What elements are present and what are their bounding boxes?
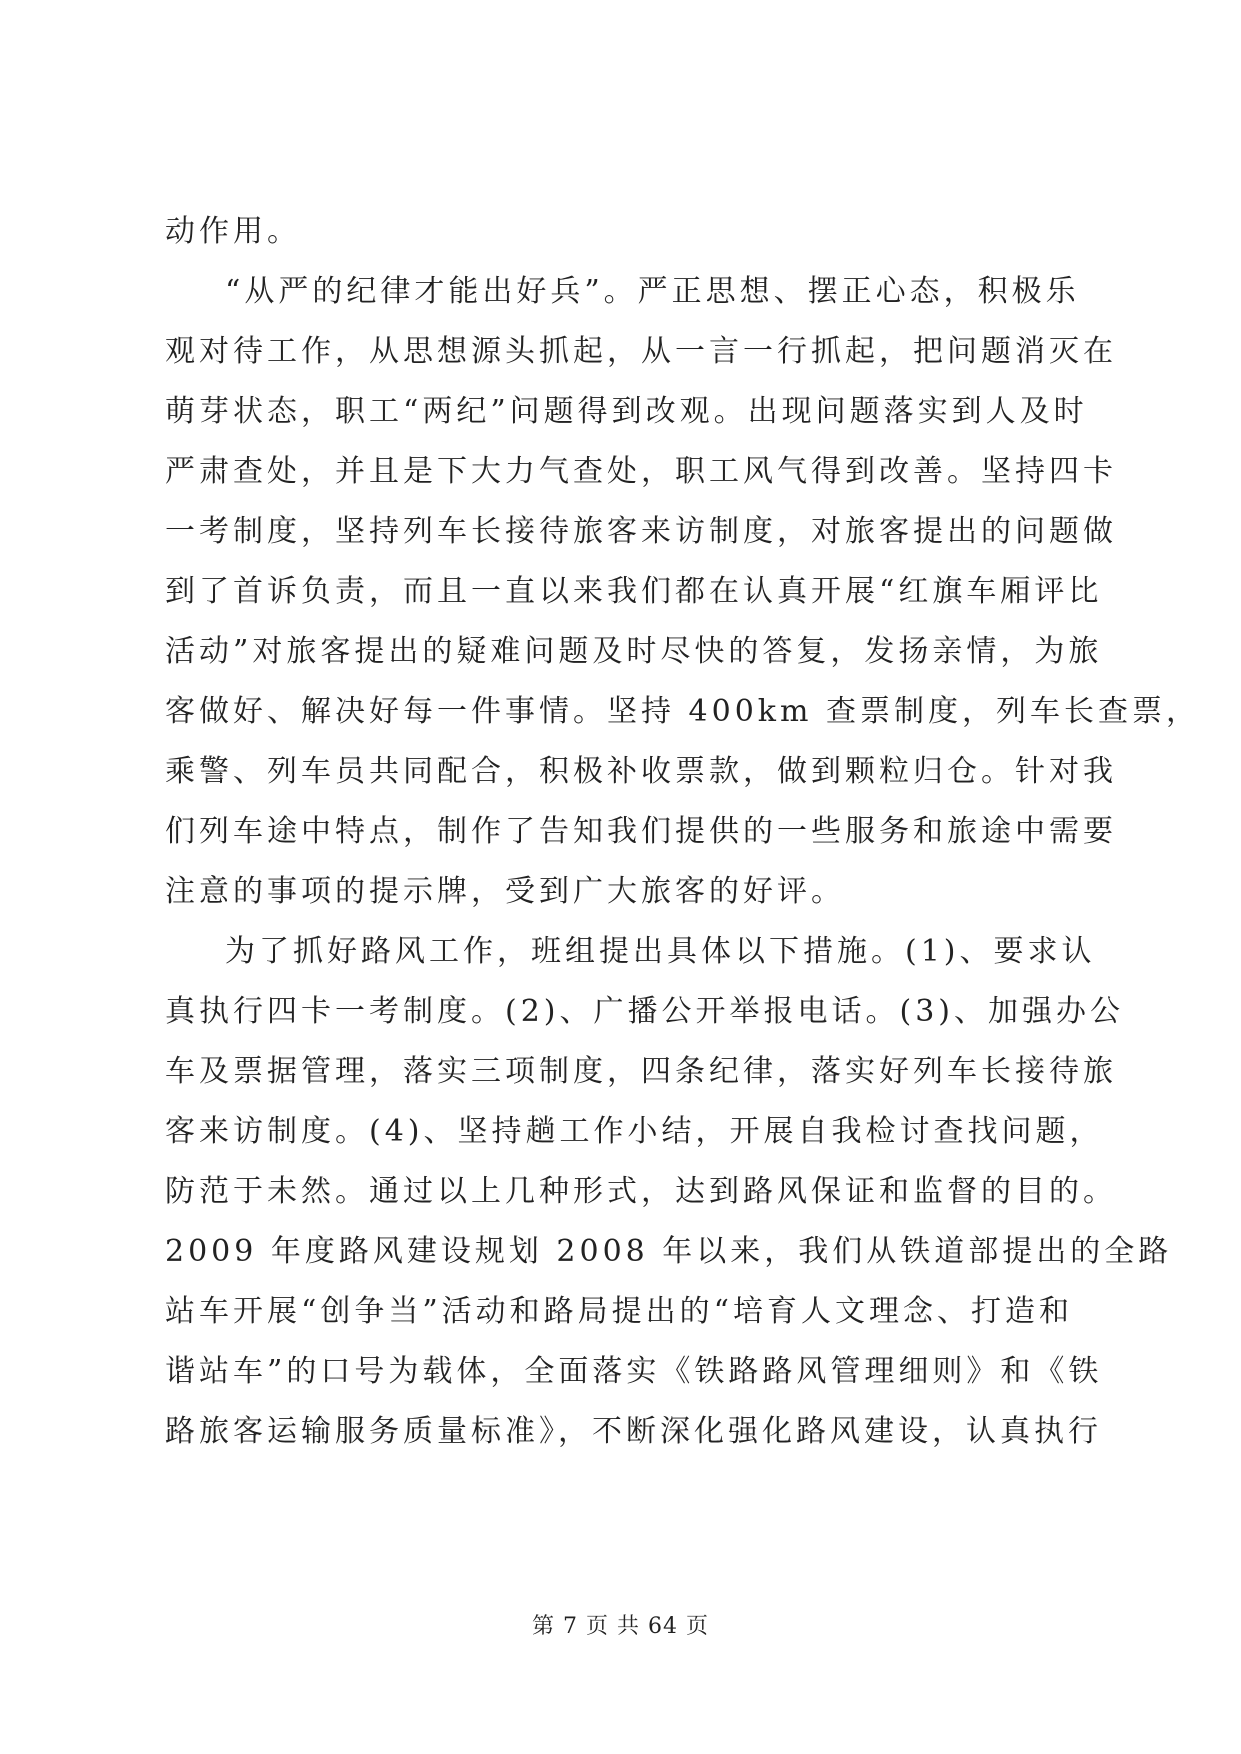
- text-line: 为了抓好路风工作，班组提出具体以下措施。(1)、要求认: [225, 934, 1096, 969]
- text-line: 2009 年度路风建设规划 2008 年以来，我们从铁道部提出的全路: [165, 1234, 1173, 1269]
- text-line: 观对待工作，从思想源头抓起，从一言一行抓起，把问题消灭在: [165, 334, 1117, 369]
- text-line: 路旅客运输服务质量标准》，不断深化强化路风建设，认真执行: [165, 1414, 1102, 1449]
- text-line: “从严的纪律才能出好兵”。严正思想、摆正心态，积极乐: [225, 274, 1080, 309]
- text-line: 防范于未然。通过以上几种形式，达到路风保证和监督的目的。: [165, 1174, 1117, 1209]
- text-line: 萌芽状态，职工“两纪”问题得到改观。出现问题落实到人及时: [165, 394, 1088, 429]
- text-line: 站车开展“创争当”活动和路局提出的“培育人文理念、打造和: [165, 1294, 1074, 1329]
- page-number-footer: 第 7 页 共 64 页: [532, 1614, 709, 1639]
- text-line: 严肃查处，并且是下大力气查处，职工风气得到改善。坚持四卡: [165, 454, 1117, 489]
- text-line: 动作用。: [165, 214, 301, 249]
- text-line: 谐站车”的口号为载体，全面落实《铁路路风管理细则》和《铁: [165, 1354, 1103, 1389]
- text-line: 到了首诉负责，而且一直以来我们都在认真开展“红旗车厢评比: [165, 574, 1103, 609]
- text-line: 注意的事项的提示牌，受到广大旅客的好评。: [165, 874, 845, 909]
- text-line: 乘警、列车员共同配合，积极补收票款，做到颗粒归仓。针对我: [165, 754, 1117, 789]
- text-line: 客做好、解决好每一件事情。坚持 400km 查票制度，列车长查票，: [165, 694, 1200, 729]
- text-line: 一考制度，坚持列车长接待旅客来访制度，对旅客提出的问题做: [165, 514, 1117, 549]
- text-line: 真执行四卡一考制度。(2)、广播公开举报电话。(3)、加强办公: [165, 994, 1124, 1029]
- text-line: 活动”对旅客提出的疑难问题及时尽快的答复，发扬亲情，为旅: [165, 634, 1103, 669]
- text-line: 客来访制度。(4)、坚持趟工作小结，开展自我检讨查找问题，: [165, 1114, 1104, 1149]
- text-line: 车及票据管理，落实三项制度，四条纪律，落实好列车长接待旅: [165, 1054, 1117, 1089]
- text-line: 们列车途中特点，制作了告知我们提供的一些服务和旅途中需要: [165, 814, 1117, 849]
